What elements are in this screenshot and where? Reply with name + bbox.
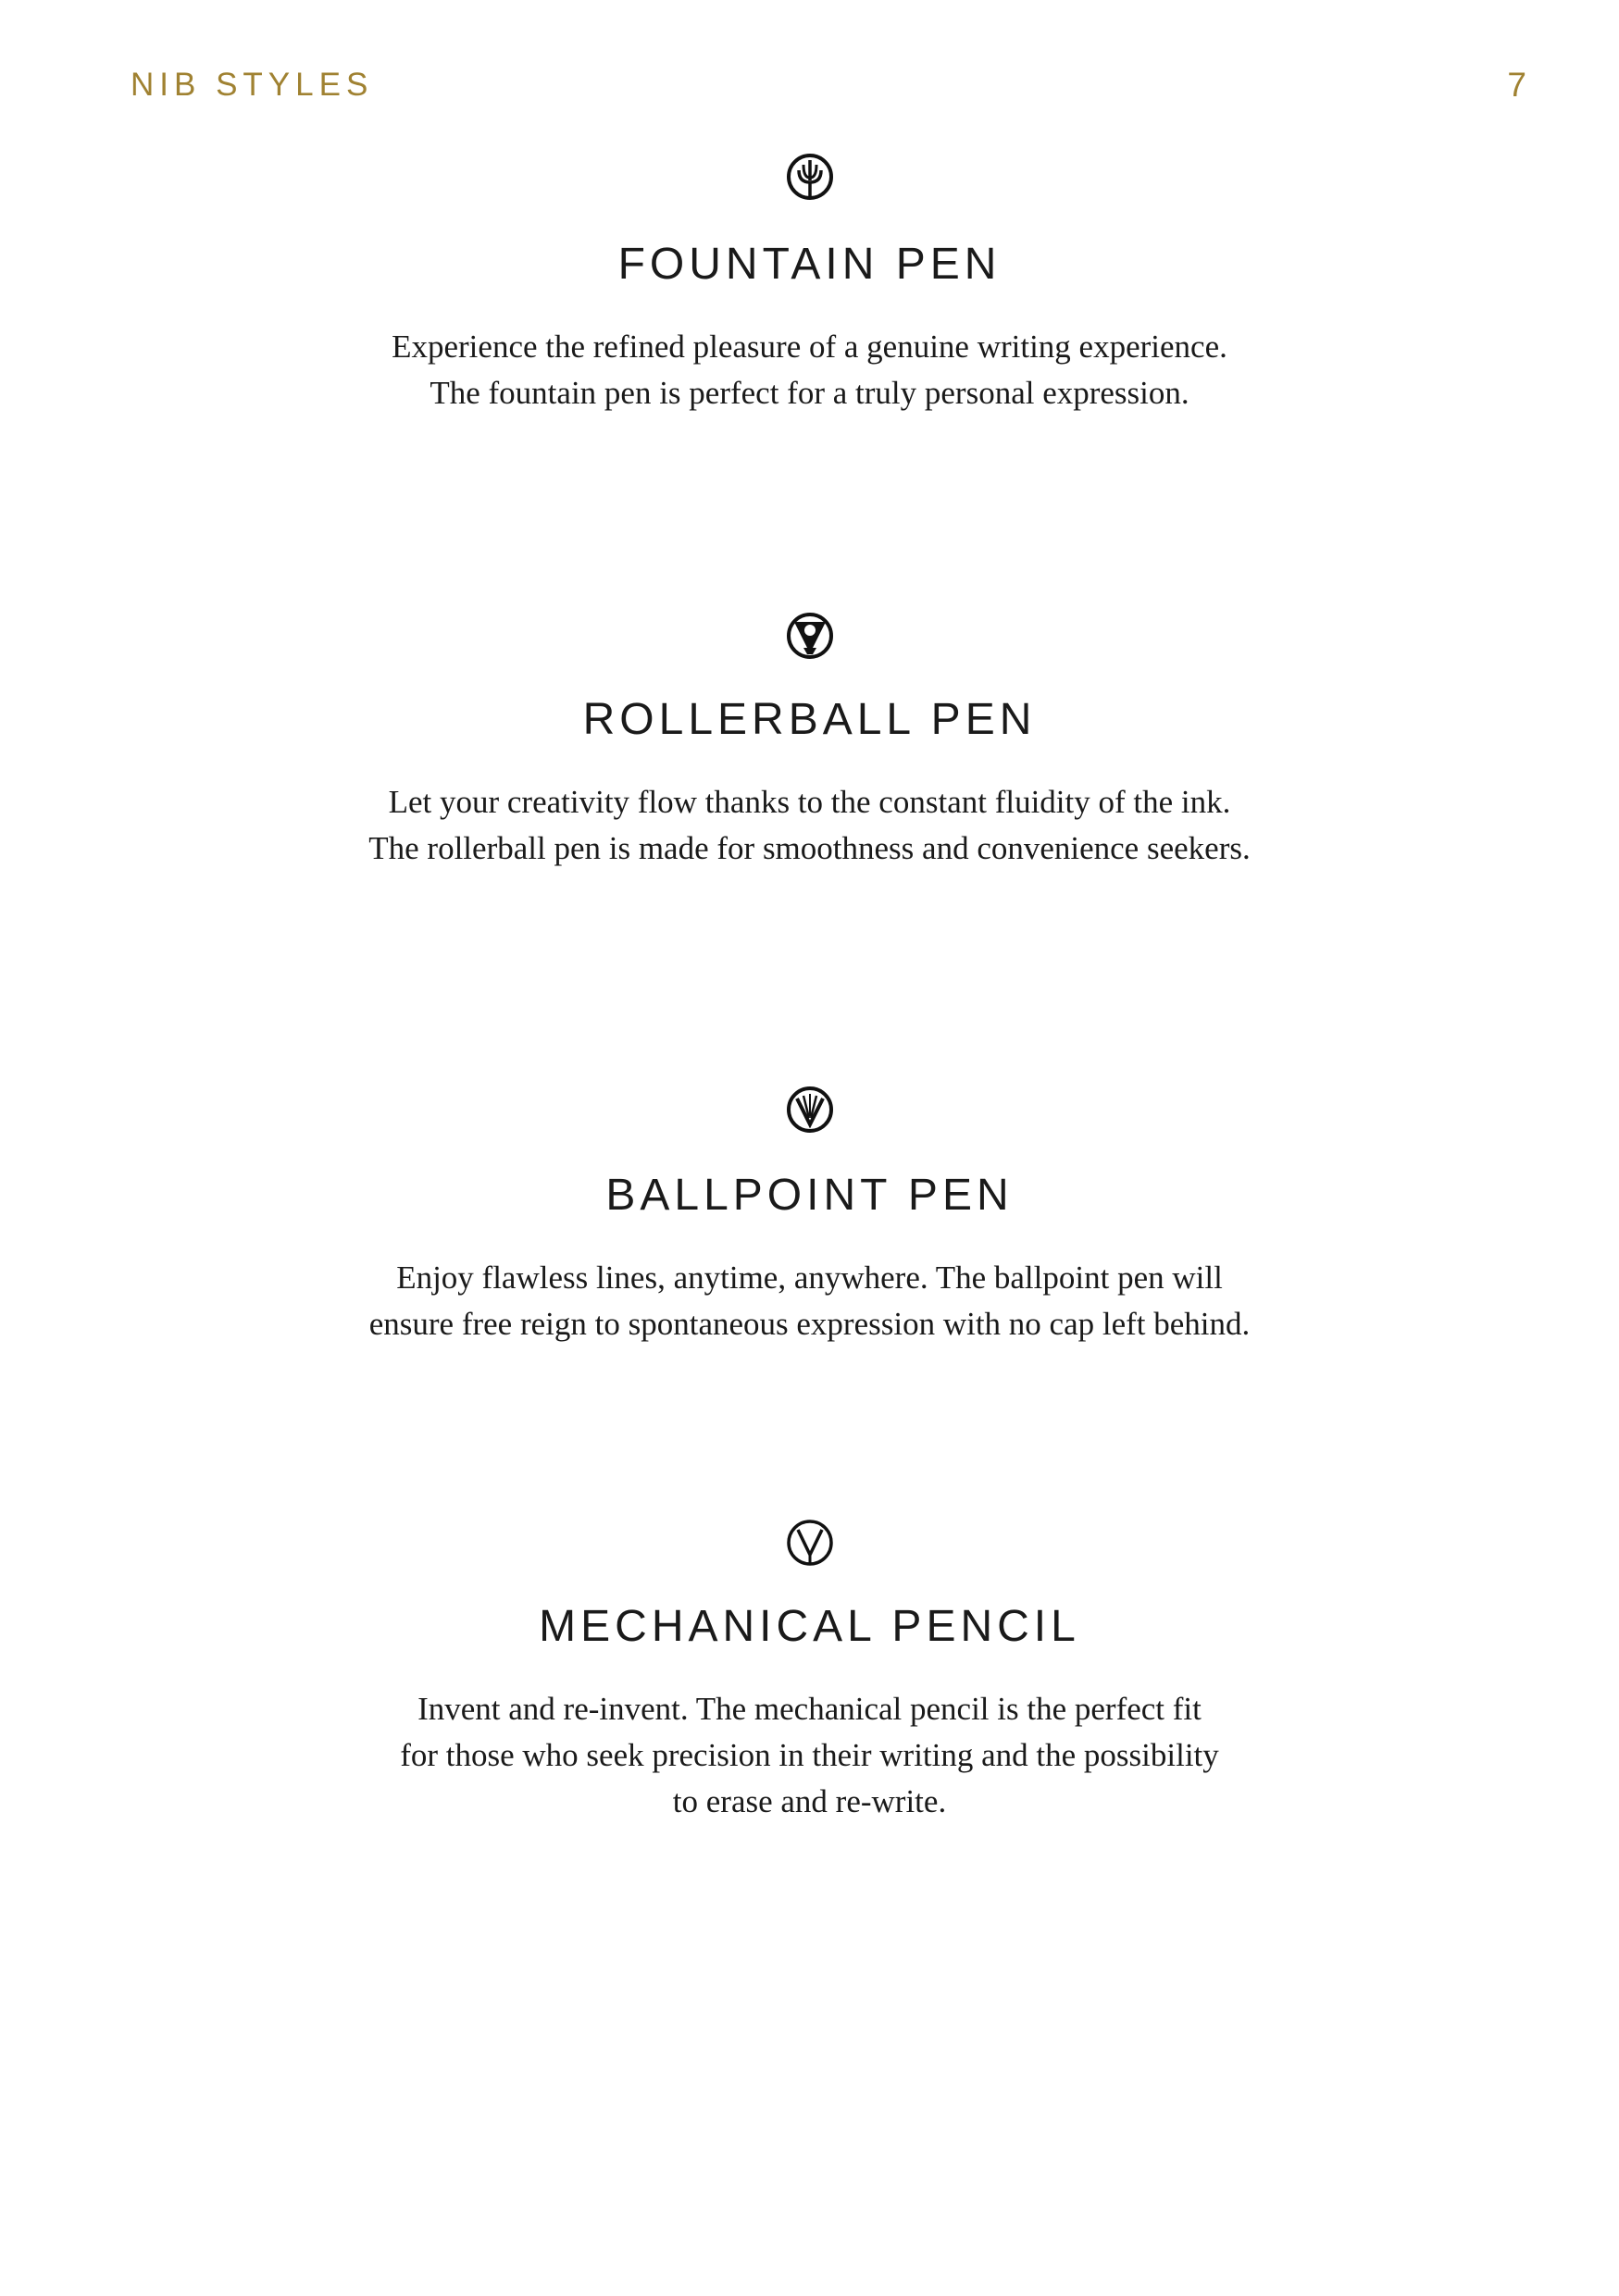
section-ballpoint-pen <box>0 1085 1619 1135</box>
section-title: FOUNTAIN PEN <box>617 240 1002 289</box>
rollerball-nib-icon <box>785 611 835 661</box>
description-line: ensure free reign to spontaneous expression with no cap left behind. <box>368 1306 1251 1342</box>
section-description <box>0 1255 1619 1347</box>
section-rollerball-pen <box>0 611 1619 661</box>
description-line: The rollerball pen is made for smoothness and convenience seekers. <box>368 830 1251 866</box>
section-title: ROLLERBALL PEN <box>582 695 1037 744</box>
section-fountain-pen <box>0 152 1619 202</box>
section-title: BALLPOINT PEN <box>605 1171 1014 1220</box>
pencil-nib-icon <box>785 1518 835 1568</box>
running-title: NIB STYLES <box>131 67 374 103</box>
description-line: for those who seek precision in their writing and the possibility <box>400 1737 1219 1773</box>
ballpoint-nib-icon <box>785 1085 835 1135</box>
section-description <box>0 1686 1619 1825</box>
section-description <box>0 779 1619 872</box>
description-line: Experience the refined pleasure of a genuine writing experience. <box>392 329 1227 365</box>
description-line: Invent and re-invent. The mechanical pencil is the perfect fit <box>417 1691 1202 1727</box>
fountain-pen-nib-icon <box>785 152 835 202</box>
description-line: The fountain pen is perfect for a truly personal expression. <box>430 375 1189 411</box>
description-line: Enjoy flawless lines, anytime, anywhere. The ballpoint pen will <box>396 1260 1223 1296</box>
description-line: Let your creativity flow thanks to the constant fluidity of the ink. <box>388 784 1231 820</box>
section-description <box>0 324 1619 416</box>
section-title: MECHANICAL PENCIL <box>539 1602 1080 1651</box>
page-number: 7 <box>1507 66 1526 104</box>
section-mechanical-pencil <box>0 1518 1619 1568</box>
description-line: to erase and re-write. <box>672 1783 947 1819</box>
